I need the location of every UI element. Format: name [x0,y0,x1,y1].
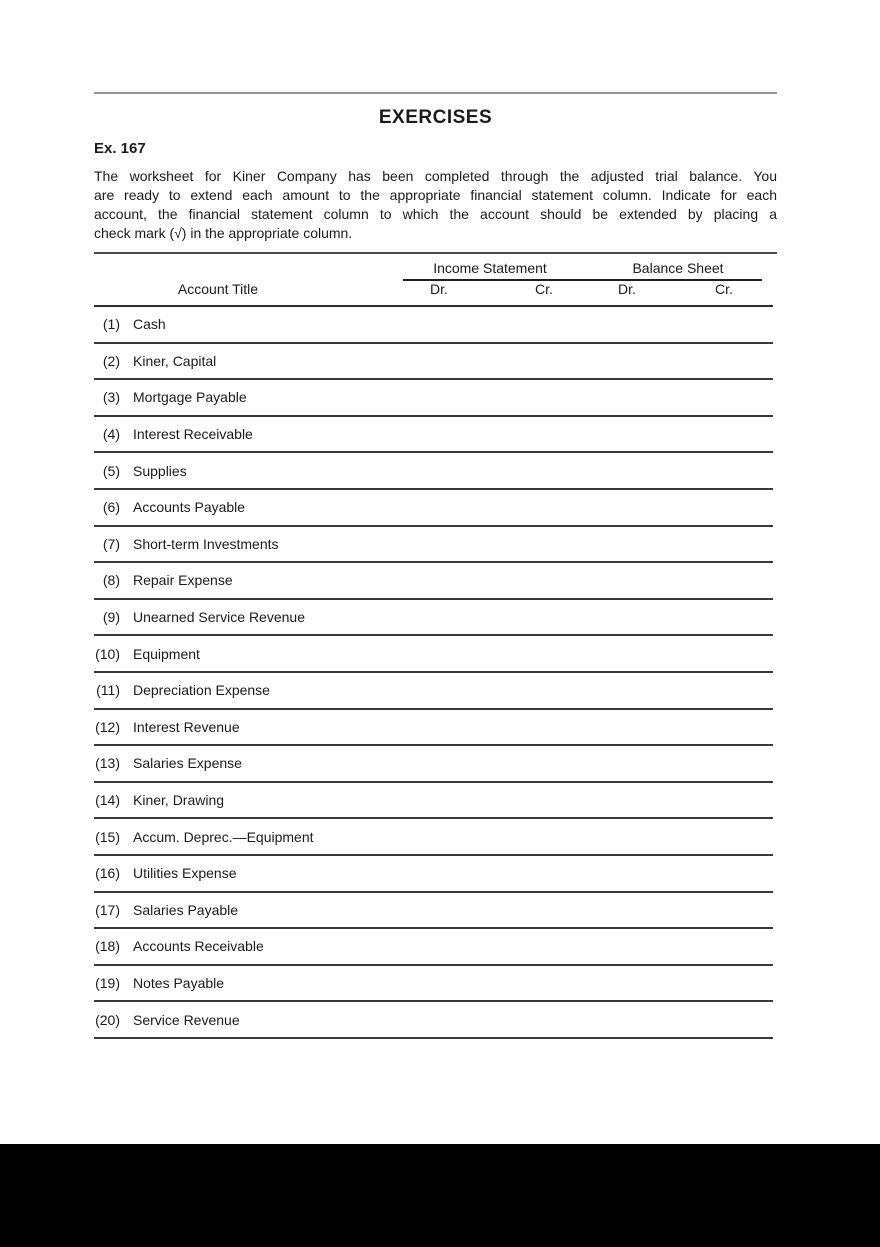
table-row [94,929,773,966]
footer-black-bar [0,1144,880,1247]
row-account-title: Accounts Payable [133,499,246,516]
row-number: (2) [102,352,120,369]
row-number: (17) [95,901,120,918]
table-row [94,746,773,783]
column-header-account-title: Account Title [177,281,259,297]
row-number: (11) [96,682,120,699]
row-account-title: Accounts Receivable [133,938,264,955]
row-number: (1) [102,316,120,333]
table-row [94,527,773,564]
row-account-title: Equipment [133,645,200,662]
table-row [94,490,773,527]
row-account-title: Salaries Expense [133,755,242,772]
table-row [94,1002,773,1039]
worksheet-table [94,252,777,1028]
instruction-line: account, the financial statement column to which the account should be extended by placing a [94,206,777,222]
row-number: (6) [102,499,120,516]
column-group-income-statement: Income Statement [433,260,547,276]
row-account-title: Utilities Expense [133,865,237,882]
row-account-title: Mortgage Payable [133,389,247,406]
row-number: (7) [102,535,120,552]
table-row [94,966,773,1003]
table-header [94,252,777,307]
row-number: (20) [95,1011,120,1028]
row-account-title: Salaries Payable [133,901,239,918]
column-header-income-dr: Dr. [430,281,448,297]
page-title: EXERCISES [378,107,493,128]
instruction-line: The worksheet for Kiner Company has been completed through the adjusted trial balance. You [94,168,777,184]
row-number: (3) [102,389,120,406]
row-number: (15) [95,828,120,845]
table-row [94,344,773,381]
row-account-title: Kiner, Drawing [133,792,225,809]
instruction-line: check mark (√) in the appropriate column. [94,225,353,241]
table-row [94,710,773,747]
table-row [94,673,773,710]
row-account-title: Short-term Investments [133,535,279,552]
table-rows [94,307,773,1039]
table-row [94,600,773,637]
table-row [94,783,773,820]
table-row [94,307,773,344]
column-group-balance-sheet: Balance Sheet [632,260,724,276]
table-row [94,636,773,673]
instruction-line: are ready to extend each amount to the appropriate financial statement column. Indicate for each [94,187,777,203]
row-number: (4) [102,426,120,443]
column-header-balance-cr: Cr. [715,281,733,297]
row-number: (14) [95,792,120,809]
row-number: (8) [102,572,120,589]
row-number: (18) [95,938,120,955]
row-number: (10) [95,645,120,662]
column-header-income-cr: Cr. [535,281,553,297]
column-group-underline [403,279,762,281]
table-row [94,856,773,893]
row-number: (9) [102,609,120,626]
row-number: (12) [95,718,120,735]
table-row [94,893,773,930]
exercise-number-label: Ex. 167 [94,140,146,157]
row-account-title: Supplies [133,462,187,479]
row-number: (5) [102,462,120,479]
row-account-title: Service Revenue [133,1011,240,1028]
row-account-title: Interest Receivable [133,426,253,443]
row-number: (13) [95,755,120,772]
exercise-instructions [94,167,777,243]
column-header-balance-dr: Dr. [618,281,636,297]
row-number: (19) [95,974,120,991]
table-row [94,819,773,856]
row-account-title: Notes Payable [133,974,225,991]
row-account-title: Repair Expense [133,572,233,589]
row-account-title: Unearned Service Revenue [133,609,305,626]
top-divider-rule [94,92,777,94]
row-account-title: Accum. Deprec.—Equipment [133,828,314,845]
table-row [94,417,773,454]
row-number: (16) [95,865,120,882]
row-account-title: Kiner, Capital [133,352,217,369]
row-account-title: Interest Revenue [133,718,240,735]
table-row [94,563,773,600]
row-account-title: Depreciation Expense [133,682,270,699]
table-row [94,453,773,490]
row-account-title: Cash [133,316,166,333]
table-row [94,380,773,417]
